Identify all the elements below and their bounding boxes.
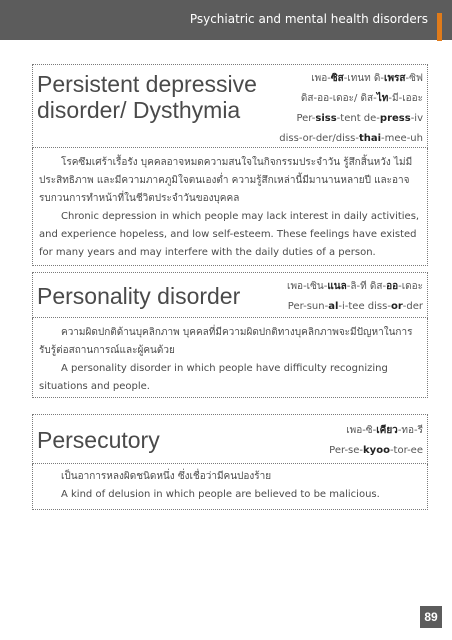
pron-line: diss-or-der/diss-thai-mee-uh (279, 133, 423, 144)
pron-line: Per-se-kyoo-tor-ee (329, 445, 423, 456)
pronunciation (279, 69, 423, 149)
pronunciation (287, 277, 423, 317)
definition-english: A personality disorder in which people have difficulty recognizing situations and people. (39, 363, 388, 392)
page-header (0, 0, 452, 40)
definition-thai: โรคซึมเศร้าเรื้อรัง บุคคลอาจหมดความสนใจในกิจกรรมประจำวัน รู้สึกสิ้นหวัง ไม่มีประสิทธิภาพ และมีความภาคภูมิใจตนเองต่ำ ความรู้สึกเหล่านี้มีมานานหลายปี และอาจรบกวนการทำหน้าที่ในชีวิตประจำวันของบุคคล (39, 157, 413, 204)
page-number: 89 (420, 606, 442, 628)
term-title-line: Persistent depressive (37, 71, 257, 97)
term-title: Personality disorder (37, 283, 241, 309)
definition-box (32, 318, 428, 398)
term-title: Persecutory (37, 427, 160, 453)
term-box (32, 64, 428, 148)
entry-persistent-depressive-disorder (32, 64, 428, 266)
pron-line: ดิส-ออ-เดอะ/ ดิส-ไท-มี-เออะ (300, 93, 423, 104)
pron-line: Per-sun-al-i-tee diss-or-der (287, 301, 423, 312)
definition-english: Chronic depression in which people may lack interest in daily activities, and experience hopeless, and low self-esteem. These feelings have existed for many years and may interfere with the daily duties of a person. (39, 211, 420, 258)
entry-persecutory (32, 414, 428, 510)
entry-personality-disorder (32, 272, 428, 396)
pron-line: เพอ-เซิน-แนล-ลิ-ที ดิส-ออ-เดอะ (287, 281, 423, 292)
term-box (32, 272, 428, 318)
definition-english: A kind of delusion in which people are believed to be malicious. (61, 489, 380, 500)
pron-line: Per-siss-tent de-press-iv (296, 113, 423, 124)
definition-thai: เป็นอาการหลงผิดชนิดหนึ่ง ซึ่งเชื่อว่ามีคนปองร้าย (61, 471, 272, 482)
definition-box (32, 148, 428, 266)
header-title: Psychiatric and mental health disorders (189, 12, 428, 26)
pron-line: เพอ-ซิส-เทนท ดิ-เพรส-ซิฟ (311, 73, 423, 84)
definition-thai: ความผิดปกติด้านบุคลิกภาพ บุคคลที่มีความผิดปกติทางบุคลิกภาพจะมีปัญหาในการรับรู้ต่อสถานการณ์และผู้คนด้วย (39, 327, 413, 356)
pron-line: เพอ-ซิ-เคียว-ทอ-รี (346, 425, 423, 436)
header-accent-bar (437, 13, 442, 41)
pronunciation (329, 421, 423, 461)
term-title-line: disorder/ Dysthymia (37, 97, 241, 123)
term-box (32, 414, 428, 464)
definition-box (32, 464, 428, 510)
term-title (37, 71, 257, 123)
